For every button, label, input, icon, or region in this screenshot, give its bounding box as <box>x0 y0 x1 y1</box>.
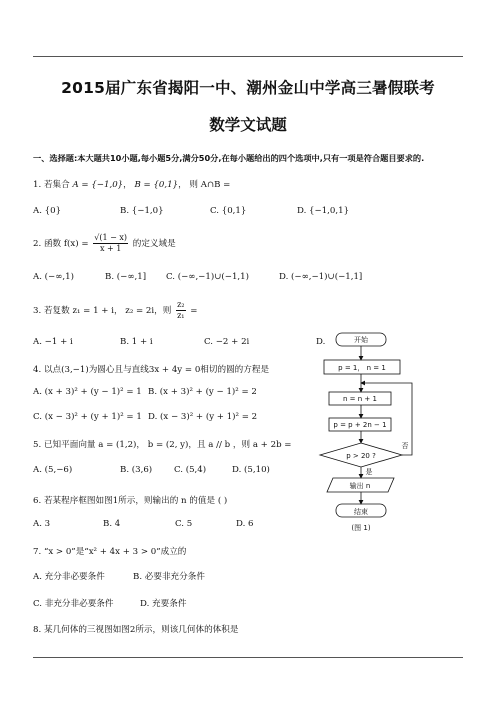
flowchart-step1-label: n = n + 1 <box>343 395 377 403</box>
section-heading: 一、选择题:本大题共10小题,每小题5分,满分50分,在每小题给出的四个选项中,只有一项是符合题目要求的. <box>33 153 425 163</box>
flowchart-caption: (图 1) <box>351 524 371 532</box>
question-number: 8. <box>33 625 42 635</box>
fraction-denominator: x + 1 <box>99 244 122 253</box>
q7-option-c: C. 非充分非必要条件 <box>33 599 114 609</box>
question-number: 2. <box>33 239 42 249</box>
q2-option-a: A. (−∞,1) <box>33 272 74 282</box>
set-b: B = {0,1} <box>134 180 179 190</box>
q6-option-c: C. 5 <box>175 519 193 529</box>
q1-option-a: A. {0} <box>33 206 62 216</box>
flowchart-yes-label: 是 <box>365 468 373 476</box>
q7-option-b: B. 必要非充分条件 <box>133 572 205 582</box>
q2-option-c: C. (−∞,−1)∪(−1,1) <box>166 272 249 282</box>
question-suffix: 的定义域是 <box>132 239 176 249</box>
q5-option-c: C. (5,4) <box>174 465 207 475</box>
q3-option-a: A. −1 + i <box>33 337 73 347</box>
q5-option-b: B. (3,6) <box>120 465 153 475</box>
fraction-numerator: √(1 − x) <box>94 233 127 242</box>
question-text: “x > 0”是“x² + 4x + 3 > 0”成立的 <box>43 547 187 557</box>
q1-option-b: B. {−1,0} <box>120 206 164 216</box>
q2-option-b: B. (−∞,1] <box>105 272 147 282</box>
question-text: 若某程序框图如图1所示，则输出的 n 的值是 ( ) <box>43 496 228 506</box>
q4-option-c: C. (x − 3)² + (y + 1)² = 1 <box>33 412 142 422</box>
q7-option-a: A. 充分非必要条件 <box>33 572 105 582</box>
flowchart-start-label: 开始 <box>354 336 368 344</box>
equals-sign: = <box>190 306 198 316</box>
question-number: 4. <box>33 365 42 375</box>
set-a: A = {−1,0} <box>72 180 124 190</box>
fraction-denominator: z₁ <box>177 311 185 320</box>
question-text: 某几何体的三视图如图2所示，则该几何体的体积是 <box>43 625 239 635</box>
page-title: 2015届广东省揭阳一中、潮州金山中学高三暑假联考 <box>61 79 435 97</box>
question-number: 3. <box>33 306 42 316</box>
question-ask: 则 A∩B = <box>189 180 231 190</box>
question-number: 5. <box>33 440 42 450</box>
question-number: 6. <box>33 496 42 506</box>
q2-option-d: D. (−∞,−1)∪(−1,1] <box>279 272 363 282</box>
q3-option-c: C. −2 + 2i <box>204 337 250 347</box>
q1-option-d: D. {−1,0,1} <box>297 206 350 216</box>
q1-option-c: C. {0,1} <box>210 206 247 216</box>
q4-option-a: A. (x + 3)² + (y − 1)² = 1 <box>33 387 142 397</box>
q6-option-b: B. 4 <box>103 519 121 529</box>
question-text: 若集合 <box>43 180 70 190</box>
fraction-numerator: z₂ <box>177 300 185 309</box>
question-text: 已知平面向量 a = (1,2)， b = (2, y)，且 a // b ，则 a + 2b = <box>43 440 292 450</box>
q3-option-b: B. 1 + i <box>120 337 153 347</box>
flowchart-init-label: p = 1， n = 1 <box>338 364 386 372</box>
flowchart-no-label: 否 <box>401 442 409 450</box>
flowchart-decision-label: p > 20 ? <box>346 452 376 460</box>
q6-option-a: A. 3 <box>33 519 51 529</box>
question-number: 7. <box>33 547 42 557</box>
question-1: 1. 若集合 A = {−1,0}， B = {0,1}， 则 A∩B = <box>33 180 231 190</box>
q4-option-b: B. (x + 3)² + (y − 1)² = 2 <box>148 387 257 397</box>
flowchart-end-label: 结束 <box>354 508 368 516</box>
question-number: 1. <box>33 180 42 190</box>
q3-option-d: D. <box>316 337 326 347</box>
question-prefix: 函数 f(x) = <box>43 239 89 249</box>
q4-option-d: D. (x − 3)² + (y + 1)² = 2 <box>148 412 258 422</box>
q5-option-a: A. (5,−6) <box>33 465 73 475</box>
question-text: 若复数 z₁ = 1 + i， z₂ = 2i，则 <box>43 306 172 316</box>
flowchart-output-label: 输出 n <box>349 482 371 490</box>
q6-option-d: D. 6 <box>236 519 254 529</box>
question-text: 以点(3,−1)为圆心且与直线3x + 4y = 0相切的圆的方程是 <box>43 365 270 375</box>
page-subtitle: 数学文试题 <box>209 116 287 134</box>
q5-option-d: D. (5,10) <box>232 465 270 475</box>
q7-option-d: D. 充要条件 <box>140 599 187 609</box>
flowchart-step2-label: p = p + 2n − 1 <box>333 421 387 429</box>
